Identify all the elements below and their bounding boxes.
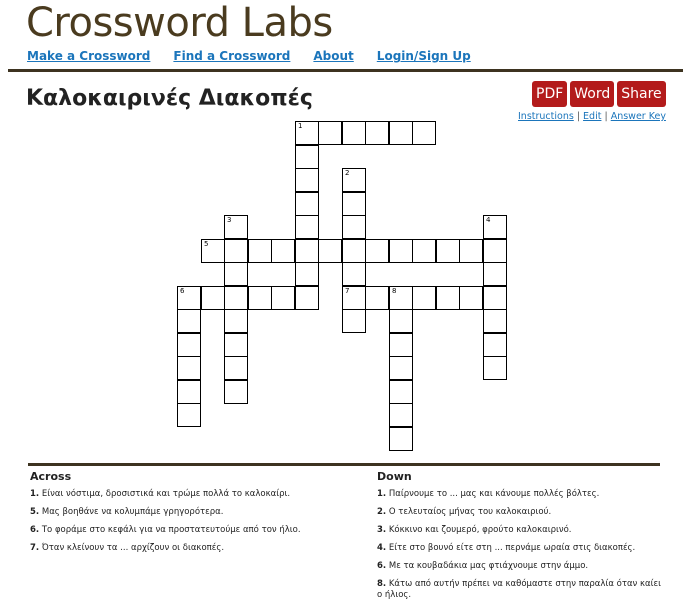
cell-number: 4 [486,216,491,224]
clue-text: Κάτω από αυτήν πρέπει να καθόμαστε στην παραλία όταν καίει ο ήλιος. [377,579,661,600]
main-nav [27,49,471,63]
grid-cell[interactable] [248,286,272,310]
grid-cell[interactable] [389,121,413,145]
grid-cell[interactable] [342,309,366,333]
word-button[interactable]: Word [570,81,614,107]
down-clue [377,489,662,500]
grid-cell[interactable] [201,286,225,310]
nav-login-signup[interactable]: Login/Sign Up [376,49,471,63]
grid-cell[interactable] [459,286,483,310]
clue-text: Παίρνουμε το ... μας και κάνουμε πολλές βόλτες. [388,489,600,499]
grid-cell[interactable] [389,239,413,263]
grid-cell[interactable] [342,286,366,310]
grid-cell[interactable] [459,239,483,263]
clue-text: Ο τελευταίος μήνας του καλοκαιριού. [388,507,552,517]
grid-cell[interactable] [224,215,248,239]
grid-cell[interactable] [389,427,413,451]
grid-cell[interactable] [389,356,413,380]
cell-number: 5 [204,240,209,248]
grid-cell[interactable] [483,333,507,357]
grid-cell[interactable] [295,168,319,192]
grid-cell[interactable] [389,403,413,427]
puzzle-links: Instructions | Edit | Answer Key [518,111,666,122]
grid-cell[interactable] [365,121,389,145]
clue-text: Είτε στο βουνό είτε στη ... περνάμε ωραία στις διακοπές. [388,543,636,553]
cell-number: 6 [180,287,185,295]
down-clue [377,507,662,518]
answer-key-link[interactable]: Answer Key [610,111,666,122]
grid-cell[interactable] [318,121,342,145]
clue-text: Όταν κλείνουν τα ... αρχίζουν οι διακοπές. [41,543,225,553]
grid-cell[interactable] [389,309,413,333]
down-clue [377,525,662,536]
grid-cell[interactable] [224,380,248,404]
clue-number: 1. [30,489,40,499]
clue-number: 3. [377,525,387,535]
grid-cell[interactable] [177,309,201,333]
grid-cell[interactable] [412,121,436,145]
clue-number: 2. [377,507,387,517]
pdf-button[interactable]: PDF [532,81,567,107]
grid-cell[interactable] [342,168,366,192]
clue-number: 8. [377,579,387,589]
down-clue [377,579,662,601]
grid-cell[interactable] [342,215,366,239]
grid-cell[interactable] [295,192,319,216]
site-logo[interactable]: Crossword Labs [26,0,333,46]
grid-cell[interactable] [224,333,248,357]
grid-cell[interactable] [224,239,248,263]
across-clue [30,507,350,518]
grid-cell[interactable] [365,286,389,310]
grid-cell[interactable] [177,380,201,404]
across-clue [30,525,350,536]
nav-about[interactable]: About [313,49,354,63]
grid-cell[interactable] [224,262,248,286]
grid-cell[interactable] [271,286,295,310]
down-clue [377,561,662,572]
grid-cell[interactable] [389,380,413,404]
grid-cell[interactable] [483,286,507,310]
across-clues [30,470,350,561]
grid-cell[interactable] [483,309,507,333]
clue-number: 6. [30,525,40,535]
edit-link[interactable]: Edit [583,111,602,122]
grid-cell[interactable] [295,145,319,169]
grid-cell[interactable] [389,333,413,357]
grid-cell[interactable] [483,239,507,263]
cell-number: 7 [345,287,350,295]
clue-text: Είναι νόστιμα, δροσιστικά και τρώμε πολλά το καλοκαίρι. [41,489,291,499]
clue-number: 4. [377,543,387,553]
cell-number: 1 [298,122,303,130]
clue-number: 6. [377,561,387,571]
grid-cell[interactable] [342,192,366,216]
grid-cell[interactable] [271,239,295,263]
grid-cell[interactable] [201,239,225,263]
grid-cell[interactable] [483,262,507,286]
across-heading: Across [30,470,72,483]
nav-find-crossword[interactable]: Find a Crossword [173,49,291,63]
grid-cell[interactable] [177,333,201,357]
share-button[interactable]: Share [617,81,665,107]
grid-cell[interactable] [412,239,436,263]
export-buttons [532,81,666,107]
instructions-link[interactable]: Instructions [518,111,574,122]
clue-number: 5. [30,507,40,517]
grid-cell[interactable] [483,356,507,380]
clue-text: Κόκκινο και ζουμερό, φρούτο καλοκαιρινό. [388,525,572,535]
clue-text: Μας βοηθάνε να κολυμπάμε γρηγορότερα. [41,507,224,517]
grid-cell[interactable] [177,403,201,427]
grid-cell[interactable] [483,215,507,239]
puzzle-title: Καλοκαιρινές Διακοπές [26,86,313,111]
clue-text: Με τα κουβαδάκια μας φτιάχνουμε στην άμμο. [388,561,589,571]
grid-cell[interactable] [342,262,366,286]
clues-divider [28,463,660,466]
clue-number: 1. [377,489,387,499]
grid-cell[interactable] [318,239,342,263]
cell-number: 3 [227,216,232,224]
cell-number: 2 [345,169,350,177]
grid-cell[interactable] [436,286,460,310]
down-clues [377,470,662,608]
grid-cell[interactable] [224,309,248,333]
grid-cell[interactable] [248,239,272,263]
grid-cell[interactable] [436,239,460,263]
grid-cell[interactable] [295,239,319,263]
grid-cell[interactable] [295,215,319,239]
down-clue [377,543,662,554]
grid-cell[interactable] [342,239,366,263]
across-clue [30,489,350,500]
grid-cell[interactable] [224,286,248,310]
header-divider [8,69,683,72]
grid-cell[interactable] [224,356,248,380]
clue-text: Το φοράμε στο κεφάλι για να προστατευτούμε από τον ήλιο. [41,525,301,535]
nav-make-crossword[interactable]: Make a Crossword [27,49,151,63]
grid-cell[interactable] [342,121,366,145]
clue-number: 7. [30,543,40,553]
grid-cell[interactable] [412,286,436,310]
grid-cell[interactable] [295,121,319,145]
grid-cell[interactable] [389,286,413,310]
down-heading: Down [377,470,412,483]
grid-cell[interactable] [295,286,319,310]
grid-cell[interactable] [365,239,389,263]
grid-cell[interactable] [295,262,319,286]
cell-number: 8 [392,287,397,295]
across-clue [30,543,350,554]
grid-cell[interactable] [177,286,201,310]
grid-cell[interactable] [177,356,201,380]
